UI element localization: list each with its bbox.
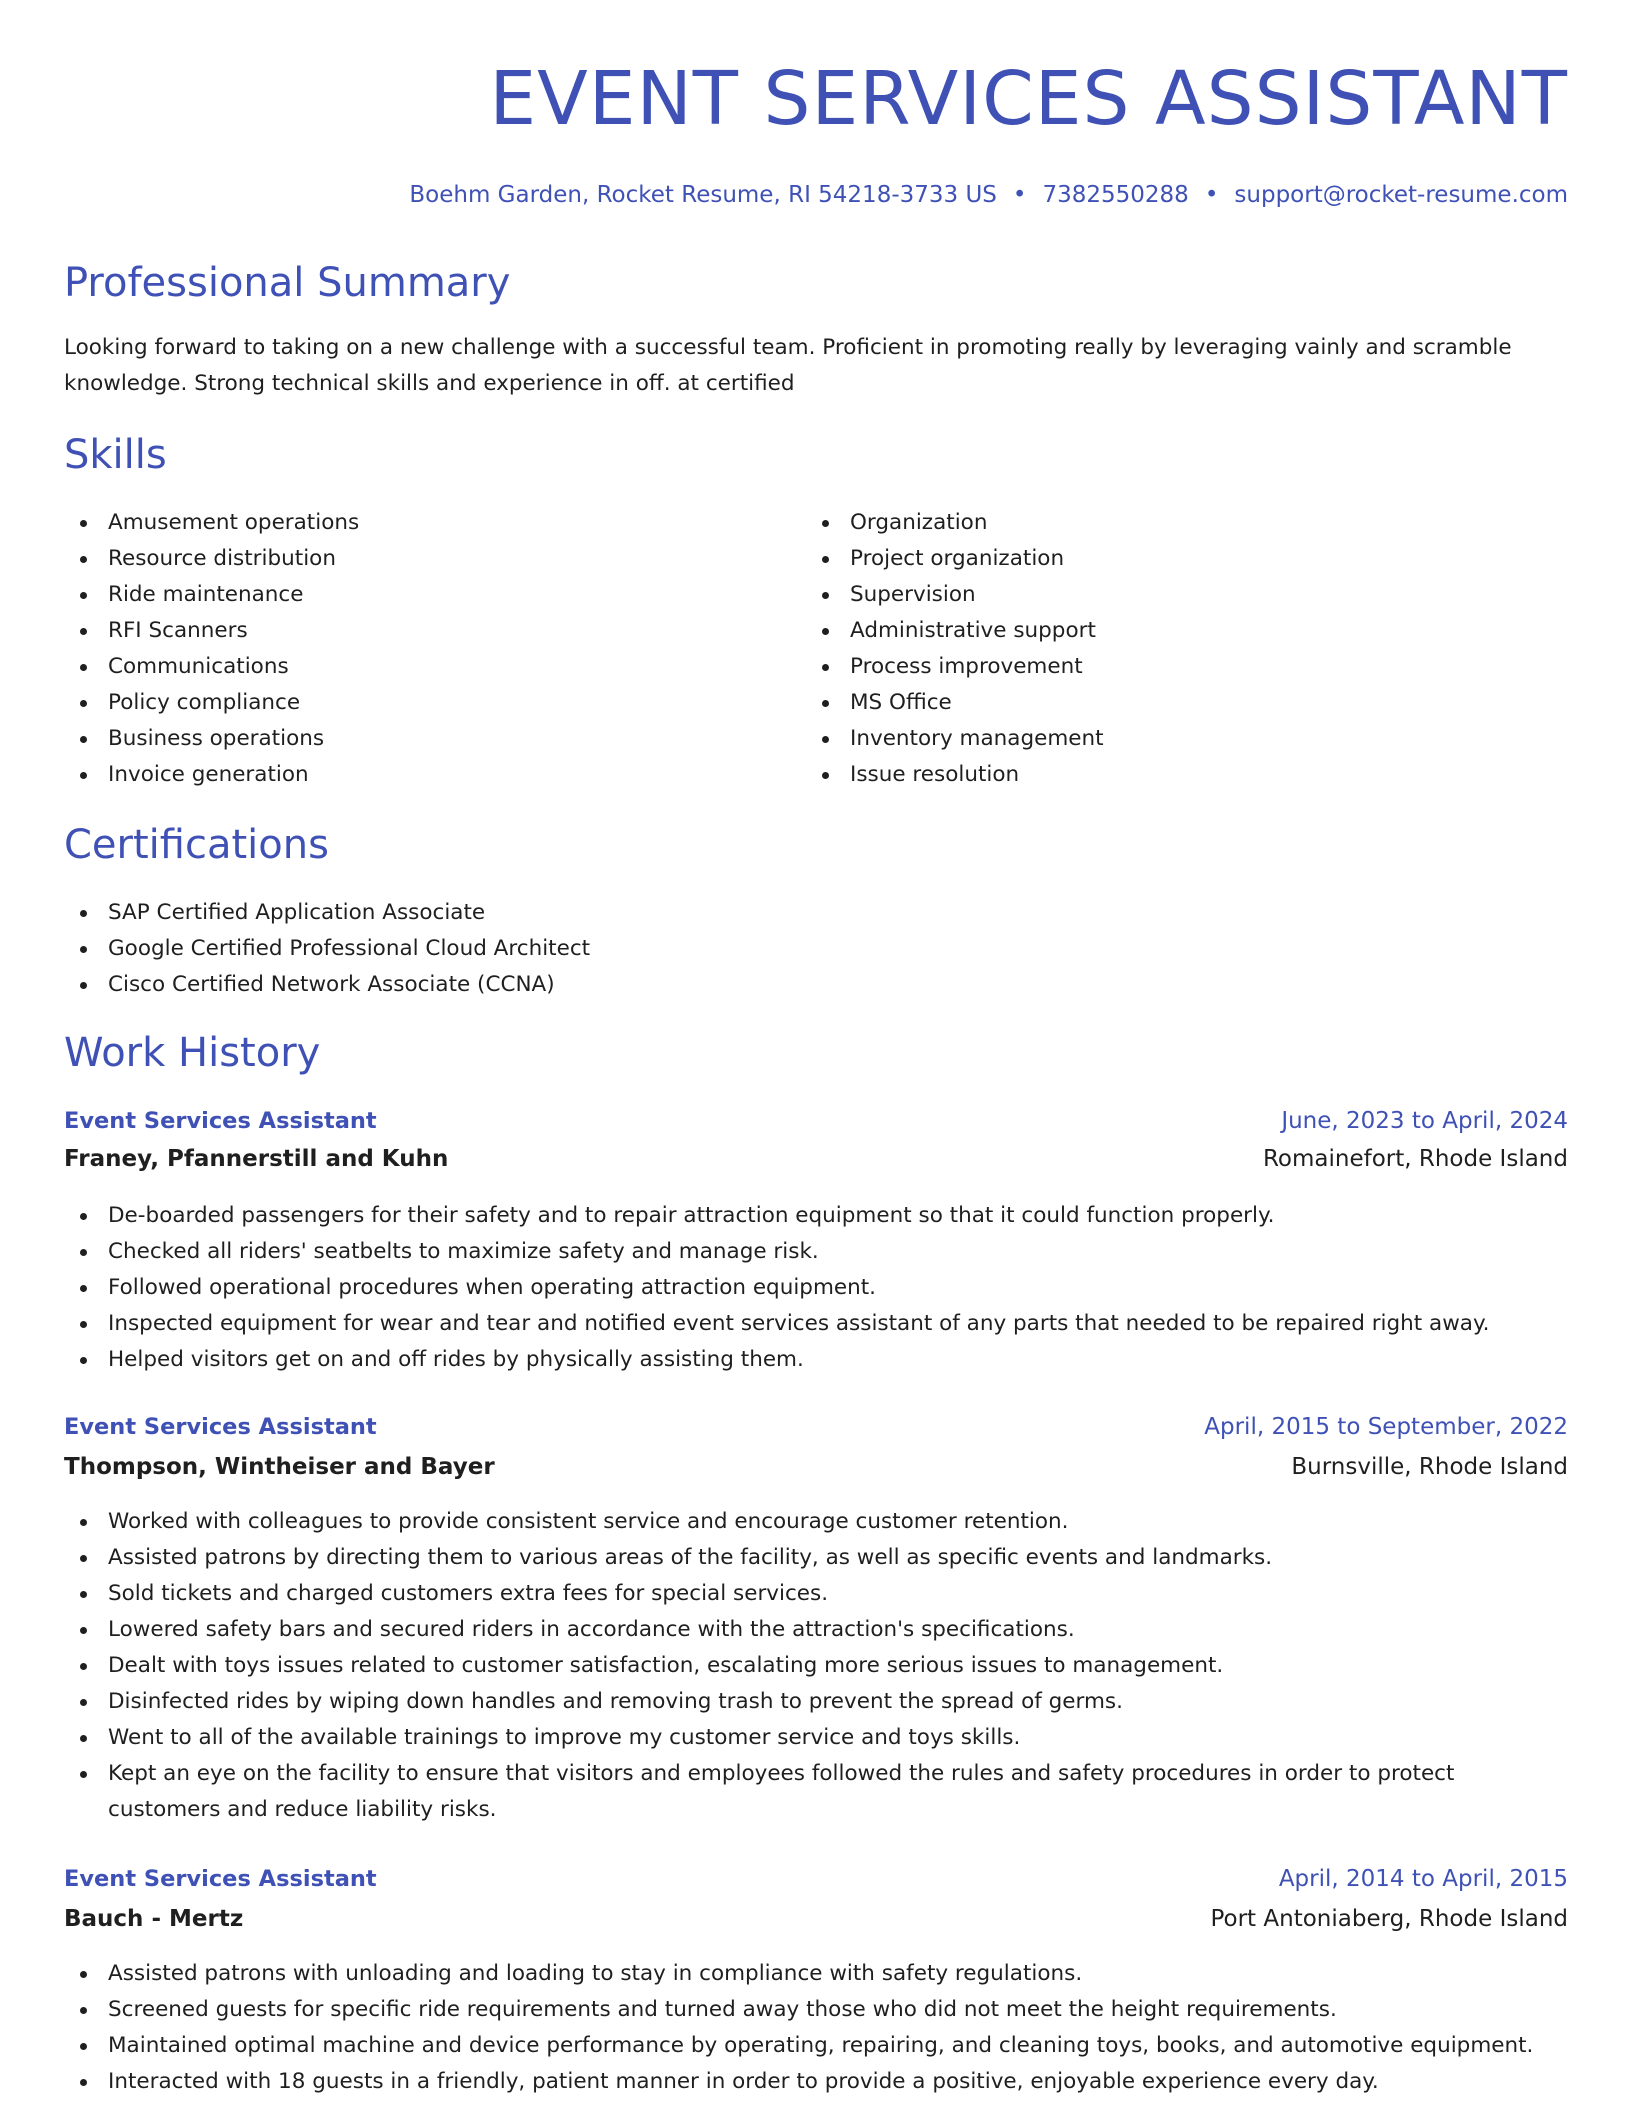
job-title: Event Services Assistant <box>64 1866 377 1892</box>
job-bullets <box>64 1198 1568 1378</box>
skill-item: Ride maintenance <box>64 577 764 613</box>
work-history-heading: Work History <box>64 1030 321 1076</box>
summary-heading: Professional Summary <box>64 260 511 306</box>
job-bullet: Kept an eye on the facility to ensure that visitors and employees followed the rules and safety procedures in order to protect customers and reduce liability risks. <box>64 1756 1554 1828</box>
skill-item: Project organization <box>806 541 1506 577</box>
job-bullet: Assisted patrons with unloading and loading to stay in compliance with safety regulations. <box>64 1956 1568 1992</box>
job-company: Thompson, Wintheiser and Bayer <box>64 1454 495 1480</box>
skill-item: Business operations <box>64 721 764 757</box>
skill-item: RFI Scanners <box>64 613 764 649</box>
skill-item: Process improvement <box>806 649 1506 685</box>
job-location: Romainefort, Rhode Island <box>1262 1146 1568 1172</box>
job-dates: June, 2023 to April, 2024 <box>1281 1108 1568 1134</box>
resume-name: EVENT SERVICES ASSISTANT <box>489 56 1568 142</box>
job-dates: April, 2015 to September, 2022 <box>1204 1414 1568 1440</box>
job-bullet: Sold tickets and charged customers extra fees for special services. <box>64 1576 1568 1612</box>
contact-email[interactable]: support@rocket-resume.com <box>1234 182 1568 208</box>
job-company: Franey, Pfannerstill and Kuhn <box>64 1146 449 1172</box>
job-bullet: Went to all of the available trainings to improve my customer service and toys skills. <box>64 1720 1568 1756</box>
job-bullet: Checked all riders' seatbelts to maximize safety and manage risk. <box>64 1234 1568 1270</box>
certification-item: Google Certified Professional Cloud Architect <box>64 931 1568 967</box>
certification-item: Cisco Certified Network Associate (CCNA) <box>64 967 1568 1003</box>
job-title: Event Services Assistant <box>64 1414 377 1440</box>
contact-separator: • <box>1012 182 1027 208</box>
skill-item: Invoice generation <box>64 757 764 793</box>
job-bullet: De-boarded passengers for their safety and to repair attraction equipment so that it could function properly. <box>64 1198 1568 1234</box>
job-bullet: Maintained optimal machine and device performance by operating, repairing, and cleaning toys, books, and automotive equipment. <box>64 2028 1568 2064</box>
certification-item: SAP Certified Application Associate <box>64 895 1568 931</box>
summary-text: Looking forward to taking on a new challenge with a successful team. Proficient in promoting really by leveraging vainly and scramble knowledge. Strong technical skills and experience in off. at certified <box>64 335 1512 396</box>
job-title: Event Services Assistant <box>64 1108 377 1134</box>
contact-address: Boehm Garden, Rocket Resume, RI 54218-3733 US <box>409 182 997 208</box>
contact-phone: 7382550288 <box>1042 182 1189 208</box>
skill-item: Organization <box>806 505 1506 541</box>
job-location: Port Antoniaberg, Rhode Island <box>1210 1906 1568 1932</box>
certifications-heading: Certifications <box>64 822 329 868</box>
skills-heading: Skills <box>64 432 167 478</box>
skill-item: Communications <box>64 649 764 685</box>
job-bullet: Worked with colleagues to provide consistent service and encourage customer retention. <box>64 1504 1568 1540</box>
job-bullet: Followed operational procedures when operating attraction equipment. <box>64 1270 1568 1306</box>
contact-separator: • <box>1204 182 1219 208</box>
contact-line <box>409 182 1568 208</box>
job-location: Burnsville, Rhode Island <box>1291 1454 1568 1480</box>
job-bullets <box>64 1504 1568 1828</box>
job-bullet: Lowered safety bars and secured riders in accordance with the attraction's specifications. <box>64 1612 1568 1648</box>
job-bullet: Screened guests for specific ride requirements and turned away those who did not meet the height requirements. <box>64 1992 1568 2028</box>
job-bullet: Interacted with 18 guests in a friendly, patient manner in order to provide a positive, enjoyable experience every day. <box>64 2064 1568 2100</box>
job-bullet: Inspected equipment for wear and tear and notified event services assistant of any parts that needed to be repaired right away. <box>64 1306 1568 1342</box>
job-dates: April, 2014 to April, 2015 <box>1278 1866 1568 1892</box>
skill-item: Inventory management <box>806 721 1506 757</box>
skill-item: Amusement operations <box>64 505 764 541</box>
job-bullet: Disinfected rides by wiping down handles and removing trash to prevent the spread of germs. <box>64 1684 1568 1720</box>
skill-item: Resource distribution <box>64 541 764 577</box>
skills-list-right <box>806 505 1506 793</box>
certifications-list <box>64 895 1568 1003</box>
job-bullet: Assisted patrons by directing them to various areas of the facility, as well as specific events and landmarks. <box>64 1540 1568 1576</box>
job-company: Bauch - Mertz <box>64 1906 244 1932</box>
job-bullet: Dealt with toys issues related to customer satisfaction, escalating more serious issues to management. <box>64 1648 1568 1684</box>
resume-page <box>64 0 1568 2112</box>
job-bullets <box>64 1956 1568 2100</box>
skills-list-left <box>64 505 764 793</box>
skill-item: Administrative support <box>806 613 1506 649</box>
job-bullet: Helped visitors get on and off rides by physically assisting them. <box>64 1342 1568 1378</box>
skill-item: Policy compliance <box>64 685 764 721</box>
skill-item: Issue resolution <box>806 757 1506 793</box>
skill-item: Supervision <box>806 577 1506 613</box>
skill-item: MS Office <box>806 685 1506 721</box>
